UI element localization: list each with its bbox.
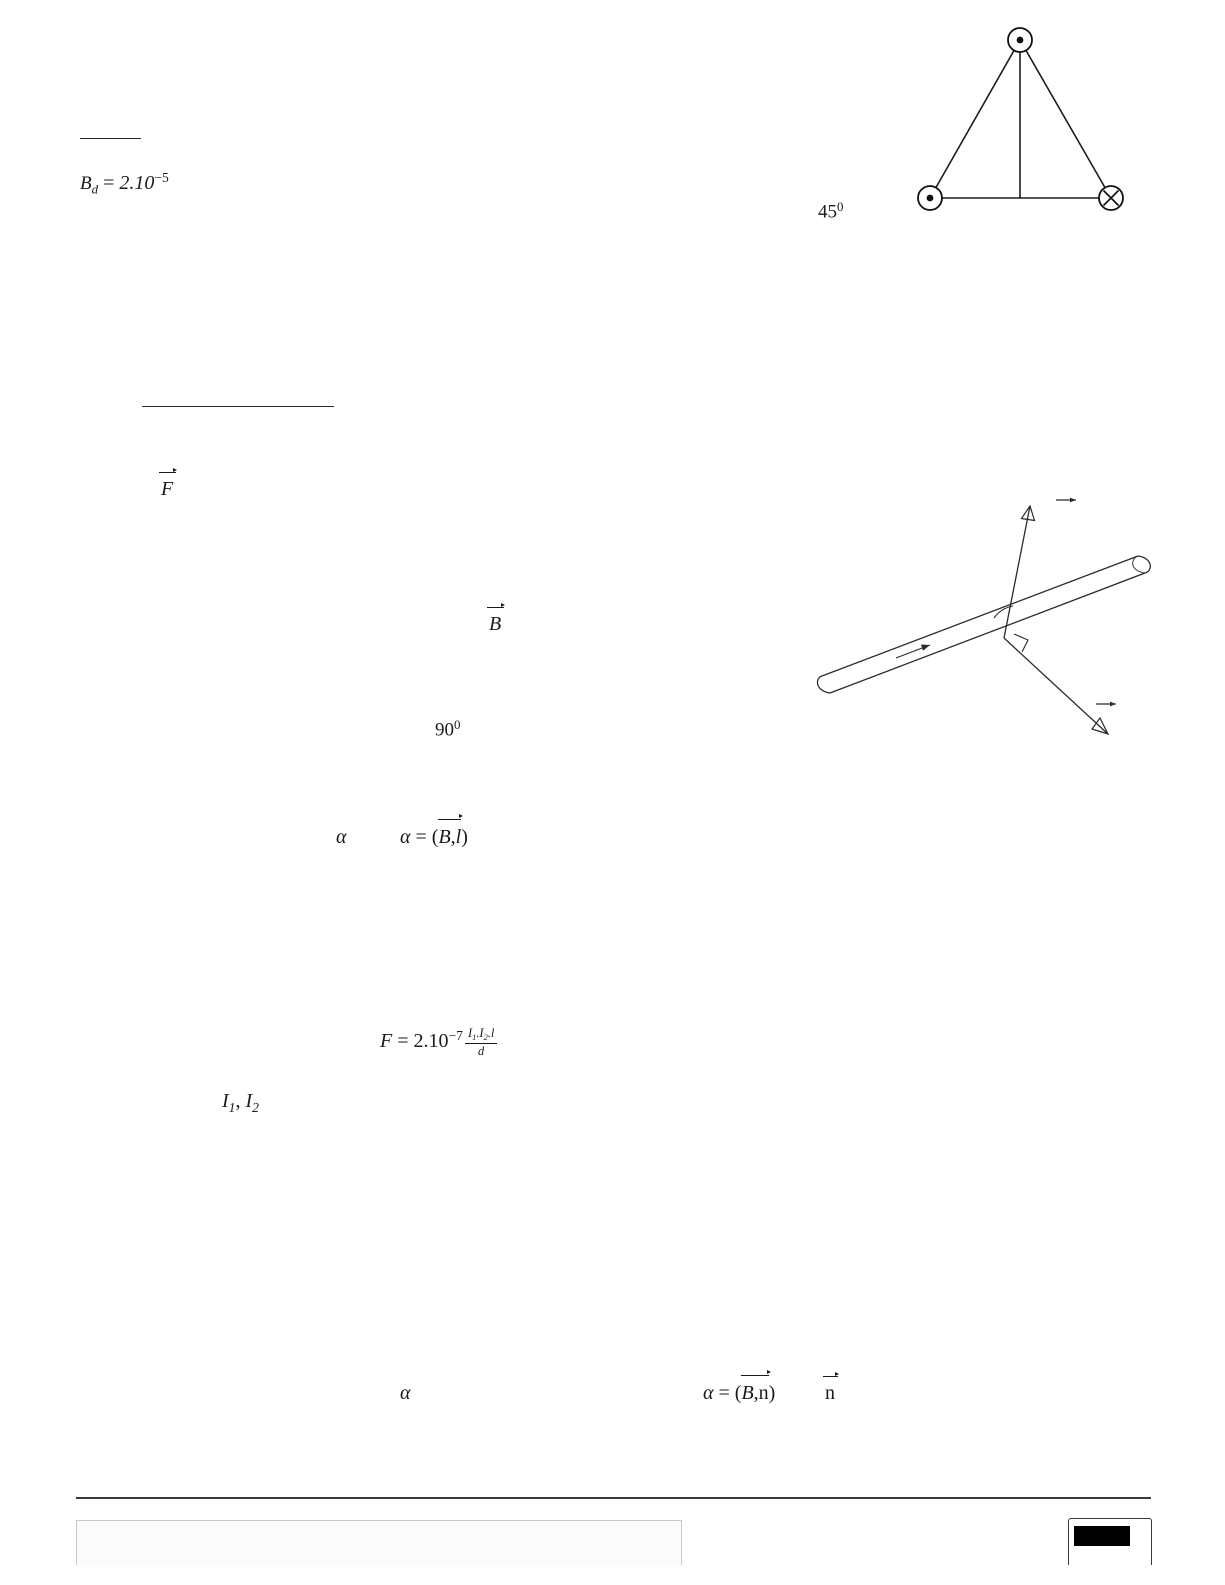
equation-alpha-definition: α = (B,l) xyxy=(400,826,468,848)
equation-alpha-normal: α = (B,n) xyxy=(703,1382,776,1404)
footer-divider-rule xyxy=(76,1497,1151,1499)
footer-left-panel xyxy=(76,1520,682,1565)
section-divider-rule xyxy=(142,406,334,407)
equation-bd: $B_d = 2.10^{-5}$ xyxy=(80,170,169,197)
triangle-vertex-right-cross-icon xyxy=(1099,186,1123,210)
triangle-vertex-left-dot-icon xyxy=(918,186,942,210)
angle-90-label: $90^0$ xyxy=(435,717,461,741)
rod-vector-label-top xyxy=(1056,498,1076,503)
equation-currents: $I_1$, $I_2$ xyxy=(222,1090,259,1115)
triangle-current-figure xyxy=(880,10,1160,240)
vector-down-right-arrow-icon xyxy=(1004,638,1108,734)
short-horizontal-rule-top xyxy=(80,138,141,139)
normal-vector-symbol: n xyxy=(825,1382,835,1404)
alpha-symbol-second: α xyxy=(400,1382,411,1404)
alpha-symbol: α xyxy=(336,826,347,848)
bd-exponent: −5 xyxy=(154,170,169,185)
equation-b-vector: B xyxy=(489,613,502,635)
rod-icon xyxy=(817,556,1150,693)
rod-vector-label-bottom xyxy=(1096,702,1116,707)
footer-black-block xyxy=(1074,1526,1130,1546)
triangle-vertex-top-dot-icon xyxy=(1008,28,1032,52)
equation-force-law: $F = 2.10^{-7}$ $\frac{I_1.I_2.l}{d}$ xyxy=(380,1026,499,1059)
equation-force-vector: F xyxy=(161,478,174,500)
bd-value: 2.10 xyxy=(119,171,155,194)
force-law-fraction: $\frac{I_1.I_2.l}{d}$ xyxy=(465,1026,497,1059)
triangle-angle-label: $45^0$ xyxy=(818,199,844,223)
rod-field-force-figure xyxy=(808,478,1178,758)
vector-up-arrow-icon xyxy=(1004,506,1035,638)
